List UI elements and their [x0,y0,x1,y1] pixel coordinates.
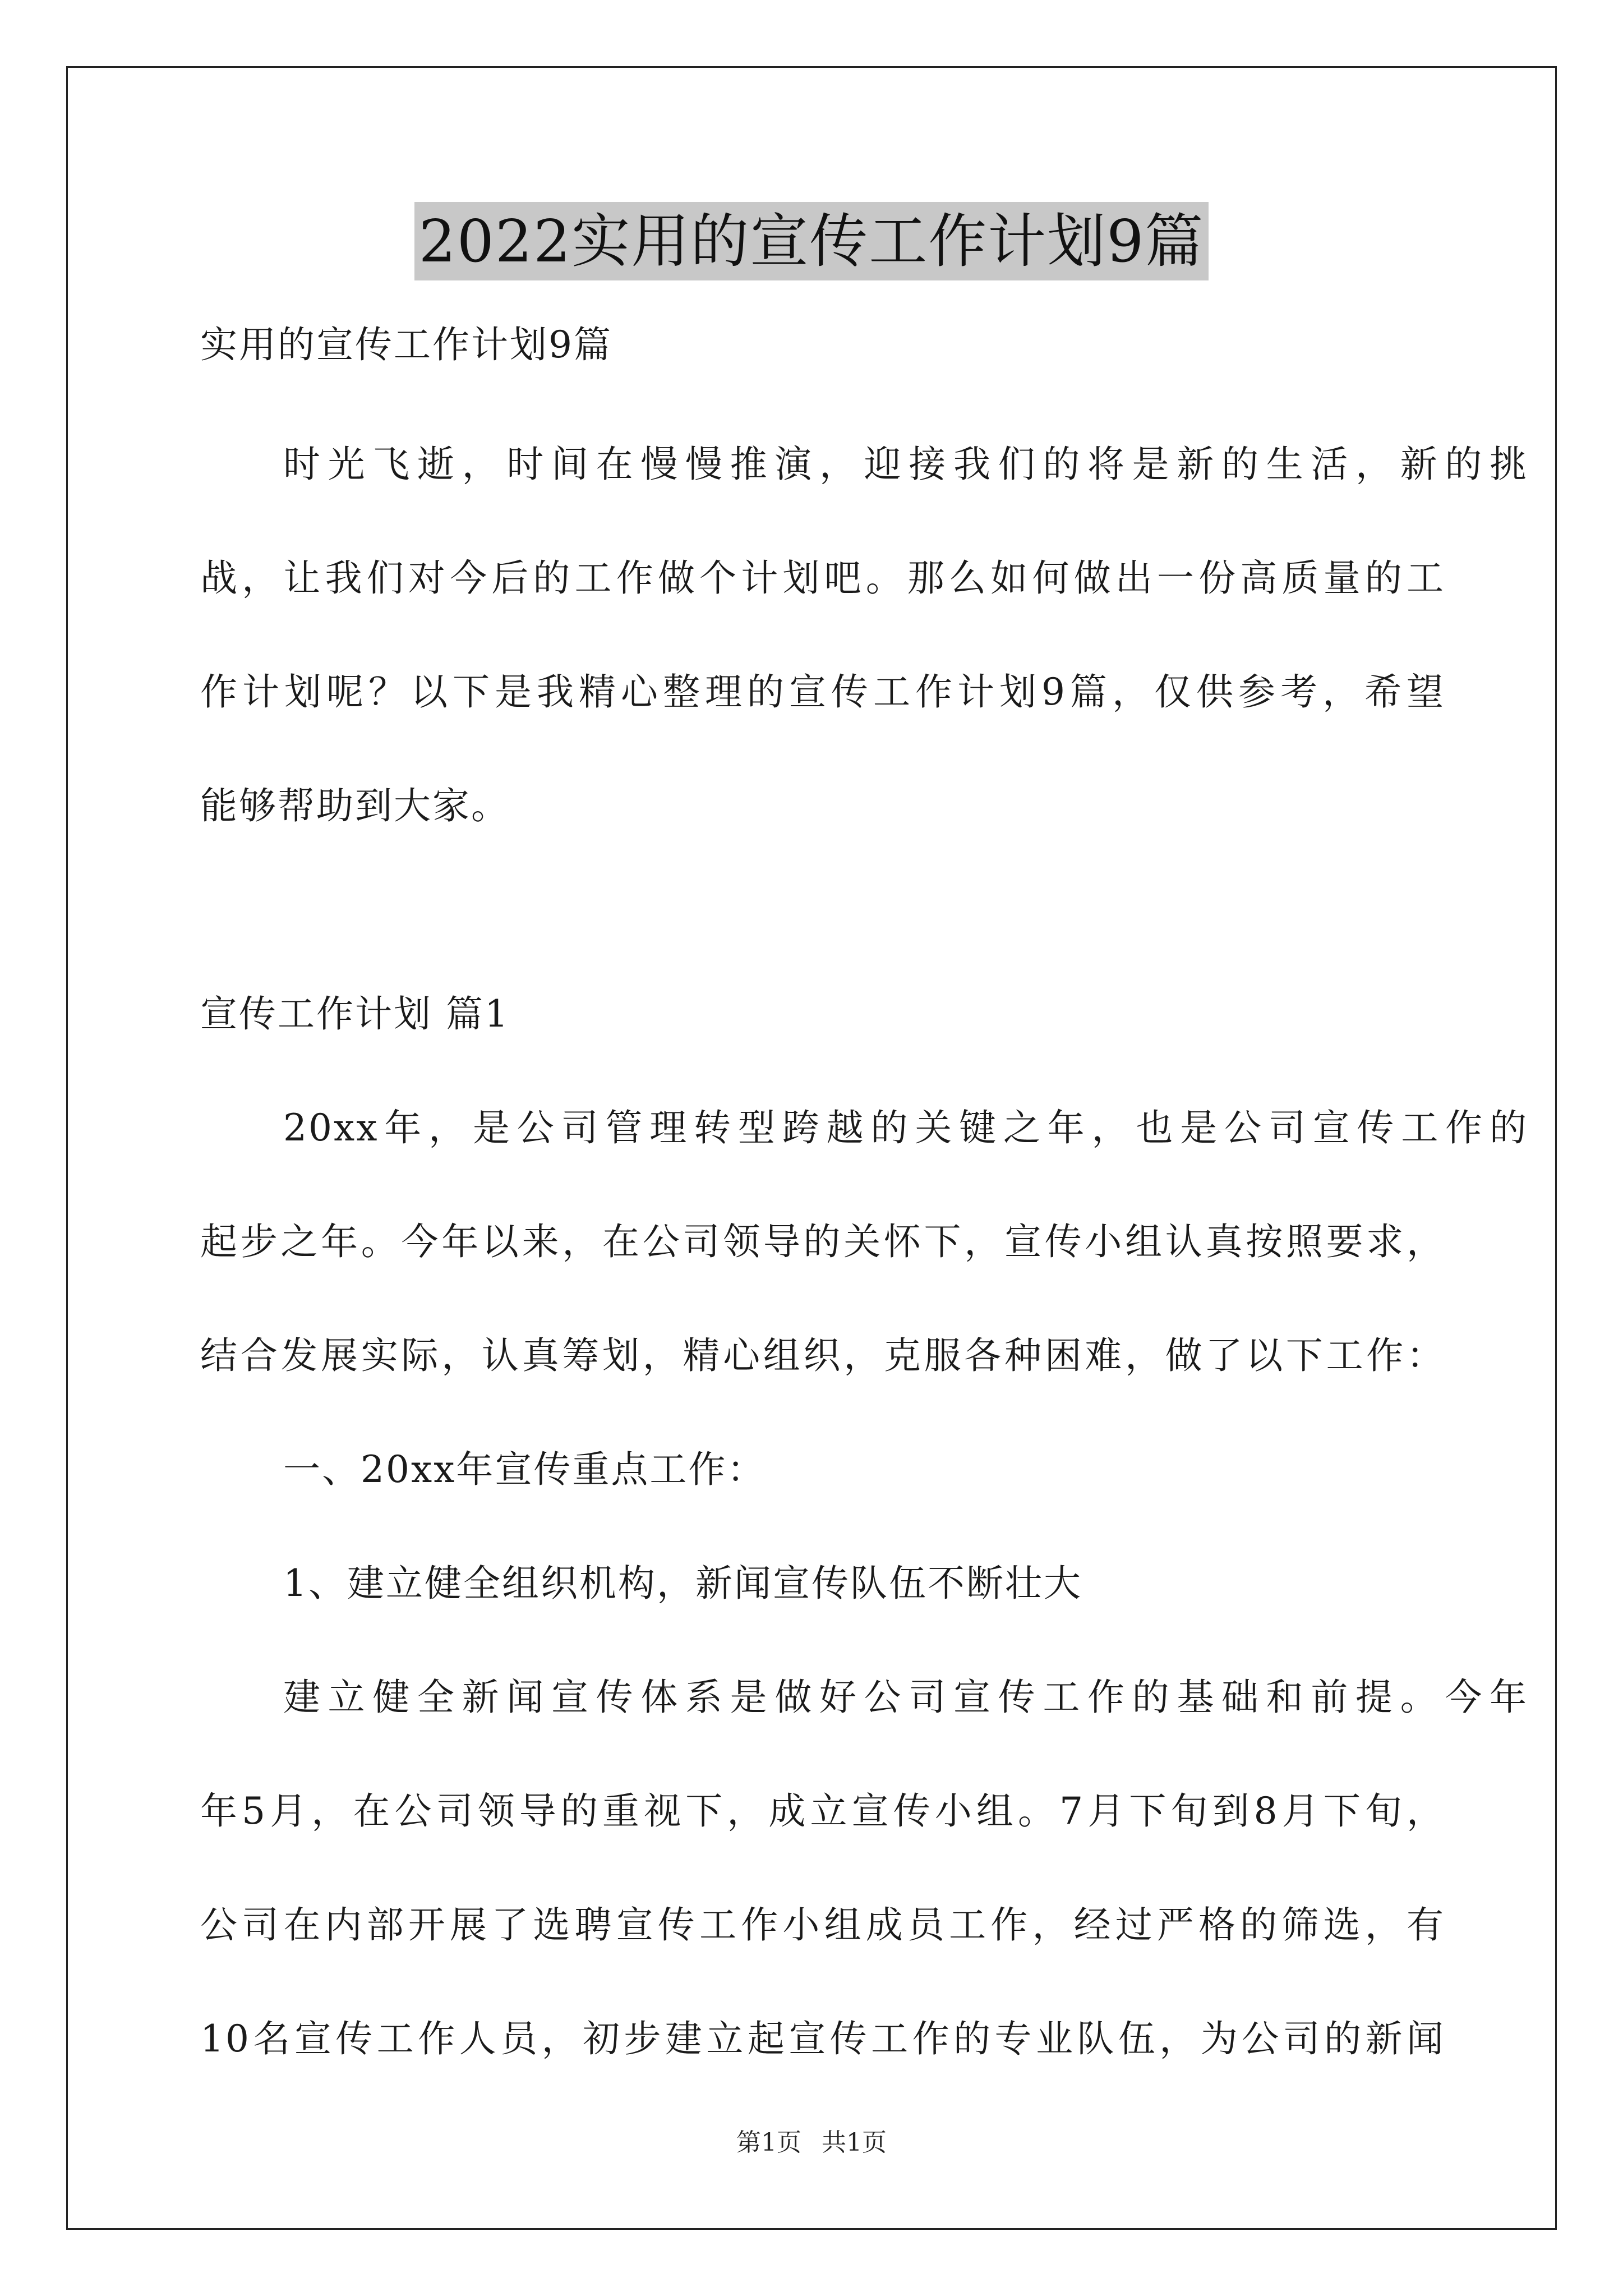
paragraph-line: 结合发展实际，认真筹划，精心组织，克服各种困难，做了以下工作： [200,1334,1445,1377]
paragraph-line: 作计划呢？以下是我精心整理的宣传工作计划9篇，仅供参考，希望 [200,670,1445,714]
paragraph-line: 时光飞逝，时间在慢慢推演，迎接我们的将是新的生活，新的挑 [283,443,1528,486]
document-title: 2022实用的宣传工作计划9篇 [414,202,1209,280]
paragraph-line: 年5月，在公司领导的重视下，成立宣传小组。7月下旬到8月下旬， [200,1789,1445,1833]
page-number-current: 第1页 [736,2128,801,2157]
paragraph-line: 建立健全新闻宣传体系是做好公司宣传工作的基础和前提。今年 [283,1676,1528,1719]
section-heading: 宣传工作计划 篇1 [200,992,510,1036]
page-footer [0,2126,1623,2160]
paragraph-line: 能够帮助到大家。 [200,784,510,827]
paragraph-line: 20xx年，是公司管理转型跨越的关键之年，也是公司宣传工作的 [283,1106,1528,1149]
title-container [0,202,1623,280]
paragraph-line: 战，让我们对今后的工作做个计划吧。那么如何做出一份高质量的工 [200,556,1445,600]
page-number-total: 共1页 [822,2128,887,2157]
paragraph-line: 公司在内部开展了选聘宣传工作小组成员工作，经过严格的筛选，有 [200,1903,1445,1947]
list-heading: 一、20xx年宣传重点工作： [283,1448,766,1491]
list-item: 1、建立健全组织机构，新闻宣传队伍不断壮大 [283,1562,1082,1605]
paragraph-line: 起步之年。今年以来，在公司领导的关怀下，宣传小组认真按照要求， [200,1220,1445,1263]
subtitle-line: 实用的宣传工作计划9篇 [200,323,612,366]
paragraph-line: 10名宣传工作人员，初步建立起宣传工作的专业队伍，为公司的新闻 [200,2017,1445,2060]
